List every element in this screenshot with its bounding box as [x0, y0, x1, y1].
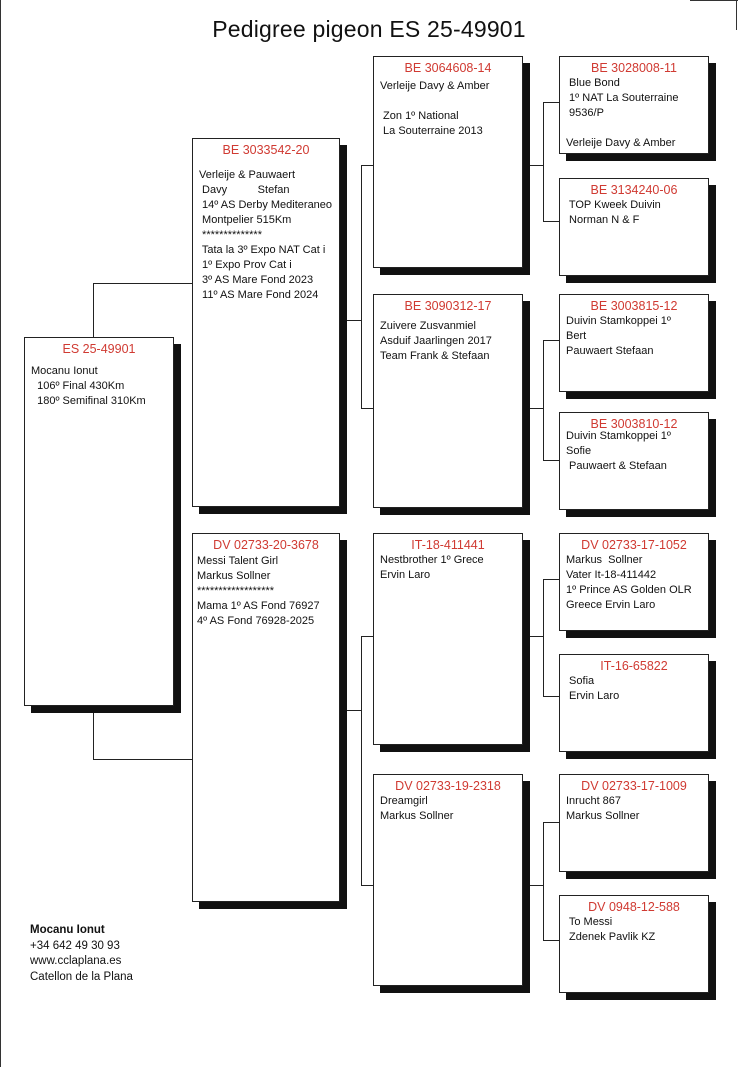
detail-line: Bert	[566, 330, 587, 342]
breeder-name: Mocanu Ionut	[30, 924, 105, 936]
detail-line: Messi Talent Girl	[197, 555, 279, 567]
pedigree-box-dam-dam	[373, 774, 523, 986]
pedigree-box-dam-sire	[373, 533, 523, 745]
connector-line	[543, 696, 559, 697]
connector-line	[93, 283, 192, 284]
detail-line: La Souterraine 2013	[380, 125, 483, 137]
detail-line: Asduif Jaarlingen 2017	[380, 335, 492, 347]
detail-line: 1º NAT La Souterraine	[566, 92, 679, 104]
detail-line: Sofia	[566, 675, 595, 687]
ring-number: DV 02733-17-1009	[581, 779, 687, 793]
ring-number: DV 0948-12-588	[588, 900, 680, 914]
detail-line: Sofie	[566, 445, 592, 457]
detail-line: Norman N & F	[566, 214, 640, 226]
pigeon-details	[25, 364, 173, 409]
pigeon-details	[374, 319, 522, 364]
detail-line: Team Frank & Stefaan	[380, 350, 490, 362]
connector-line	[543, 579, 559, 580]
ring-number: BE 3033542-20	[222, 143, 310, 157]
pigeon-details	[560, 553, 708, 613]
detail-line: Markus Sollner	[197, 570, 271, 582]
pigeon-details	[560, 198, 708, 228]
connector-line	[523, 165, 543, 166]
detail-line: Davy Stefan	[199, 184, 290, 196]
pigeon-details	[560, 674, 708, 704]
connector-line	[543, 340, 544, 460]
ring-number: BE 3003810-12	[590, 417, 678, 431]
detail-line: Tata la 3º Expo NAT Cat i	[199, 244, 326, 256]
pedigree-box-ds-sire	[559, 533, 709, 631]
detail-line: 14º AS Derby Mediteraneo	[199, 199, 333, 211]
detail-line: Greece Ervin Laro	[566, 599, 656, 611]
detail-line: Pauwaert Stefaan	[566, 345, 654, 357]
detail-line: Zon 1º National	[380, 110, 459, 122]
connector-line	[543, 940, 559, 941]
detail-line: Pauwaert & Stefaan	[566, 460, 667, 472]
pigeon-details	[374, 553, 522, 583]
connector-line	[523, 636, 543, 637]
detail-line	[566, 121, 708, 136]
pigeon-details	[560, 76, 708, 151]
connector-line	[361, 165, 373, 166]
ring-number: DV 02733-20-3678	[213, 538, 319, 552]
detail-line: 1º Expo Prov Cat i	[199, 259, 292, 271]
connector-line	[361, 636, 362, 886]
pedigree-box-sd-dam	[559, 412, 709, 510]
connector-line	[543, 822, 544, 940]
connector-line	[93, 706, 94, 759]
detail-line: Inrucht 867	[566, 795, 622, 807]
detail-line: Ervin Laro	[566, 690, 620, 702]
ring-number: BE 3028008-11	[591, 61, 677, 75]
ring-number: BE 3090312-17	[404, 299, 492, 313]
pigeon-details	[560, 794, 708, 824]
detail-line: TOP Kweek Duivin	[566, 199, 661, 211]
detail-line: **************	[199, 229, 262, 241]
detail-line: Blue Bond	[566, 77, 620, 89]
ring-number: ES 25-49901	[62, 342, 136, 356]
connector-line	[543, 822, 559, 823]
connector-line	[543, 579, 544, 696]
ring-number: IT-18-411441	[411, 538, 485, 552]
pigeon-details	[560, 314, 708, 359]
detail-line: To Messi	[566, 916, 613, 928]
detail-line: Duivin Stamkoppei 1º	[566, 315, 671, 327]
ring-number: BE 3064608-14	[404, 61, 492, 75]
detail-line: Mama 1º AS Fond 76927	[197, 600, 320, 612]
pedigree-box-sire	[192, 138, 340, 507]
connector-line	[523, 885, 543, 886]
detail-line: 4º AS Fond 76928-2025	[197, 615, 315, 627]
detail-line: Zuivere Zusvanmiel	[380, 320, 476, 332]
breeder-contact	[30, 923, 133, 985]
detail-line: Duivin Stamkoppei 1º	[566, 430, 671, 442]
detail-line	[380, 94, 522, 109]
pedigree-box-ds-dam	[559, 654, 709, 752]
connector-line	[523, 408, 543, 409]
detail-line: Nestbrother 1º Grece	[380, 554, 484, 566]
detail-line: Montpelier 515Km	[199, 214, 292, 226]
breeder-website[interactable]: www.cclaplana.es	[30, 955, 122, 967]
connector-line	[543, 102, 559, 103]
connector-line	[543, 221, 559, 222]
detail-line: Markus Sollner	[380, 810, 454, 822]
pedigree-box-dam	[192, 533, 340, 902]
page-border-top	[690, 0, 738, 1]
ring-number: BE 3134240-06	[590, 183, 678, 197]
page-border-left	[0, 0, 1, 1067]
pedigree-box-dd-sire	[559, 774, 709, 872]
detail-line: Zdenek Pavlik KZ	[566, 931, 656, 943]
detail-line: Dreamgirl	[380, 795, 428, 807]
detail-line: 11º AS Mare Fond 2024	[199, 289, 319, 301]
pedigree-box-sire-dam	[373, 294, 523, 508]
detail-line: Markus Sollner	[566, 810, 640, 822]
detail-line: 9536/P	[566, 107, 604, 119]
detail-line: Verleije & Pauwaert	[199, 169, 295, 181]
detail-line: ******************	[197, 585, 275, 597]
breeder-location: Catellon de la Plana	[30, 970, 133, 983]
pedigree-box-ss-dam	[559, 178, 709, 276]
detail-line: Ervin Laro	[380, 569, 431, 581]
detail-line: 180º Semifinal 310Km	[31, 395, 146, 407]
pedigree-box-dd-dam	[559, 895, 709, 993]
detail-line: 3º AS Mare Fond 2023	[199, 274, 314, 286]
ring-number: DV 02733-17-1052	[581, 538, 687, 552]
connector-line	[93, 759, 192, 760]
ring-number: BE 3003815-12	[590, 299, 678, 313]
pigeon-details	[560, 915, 708, 945]
connector-line	[361, 165, 362, 409]
connector-line	[543, 102, 544, 221]
breeder-phone: +34 642 49 30 93	[30, 939, 120, 952]
pedigree-box-subject	[24, 337, 174, 706]
detail-line: Verleije Davy & Amber	[380, 80, 490, 92]
connector-line	[361, 408, 373, 409]
connector-line	[93, 283, 94, 337]
ring-number: DV 02733-19-2318	[395, 779, 501, 793]
detail-line: Vater It-18-411442	[566, 569, 657, 581]
detail-line: 1º Prince AS Golden OLR	[566, 584, 692, 596]
pigeon-details	[193, 168, 339, 303]
connector-line	[361, 636, 373, 637]
detail-line: Markus Sollner	[566, 554, 643, 566]
connector-line	[543, 340, 559, 341]
pedigree-box-sd-sire	[559, 294, 709, 392]
page-title: Pedigree pigeon ES 25-49901	[212, 16, 526, 42]
connector-line	[543, 460, 559, 461]
pigeon-details	[560, 429, 708, 474]
pigeon-details	[374, 79, 522, 139]
detail-line: Mocanu Ionut	[31, 365, 98, 377]
pedigree-box-ss-sire	[559, 56, 709, 154]
connector-line	[361, 885, 373, 886]
connector-line	[340, 320, 361, 321]
connector-line	[340, 710, 361, 711]
ring-number: IT-16-65822	[600, 659, 668, 673]
pigeon-details	[193, 554, 339, 629]
detail-line: 106º Final 430Km	[31, 380, 125, 392]
detail-line: Verleije Davy & Amber	[566, 137, 676, 149]
pigeon-details	[374, 794, 522, 824]
pedigree-box-sire-sire	[373, 56, 523, 268]
